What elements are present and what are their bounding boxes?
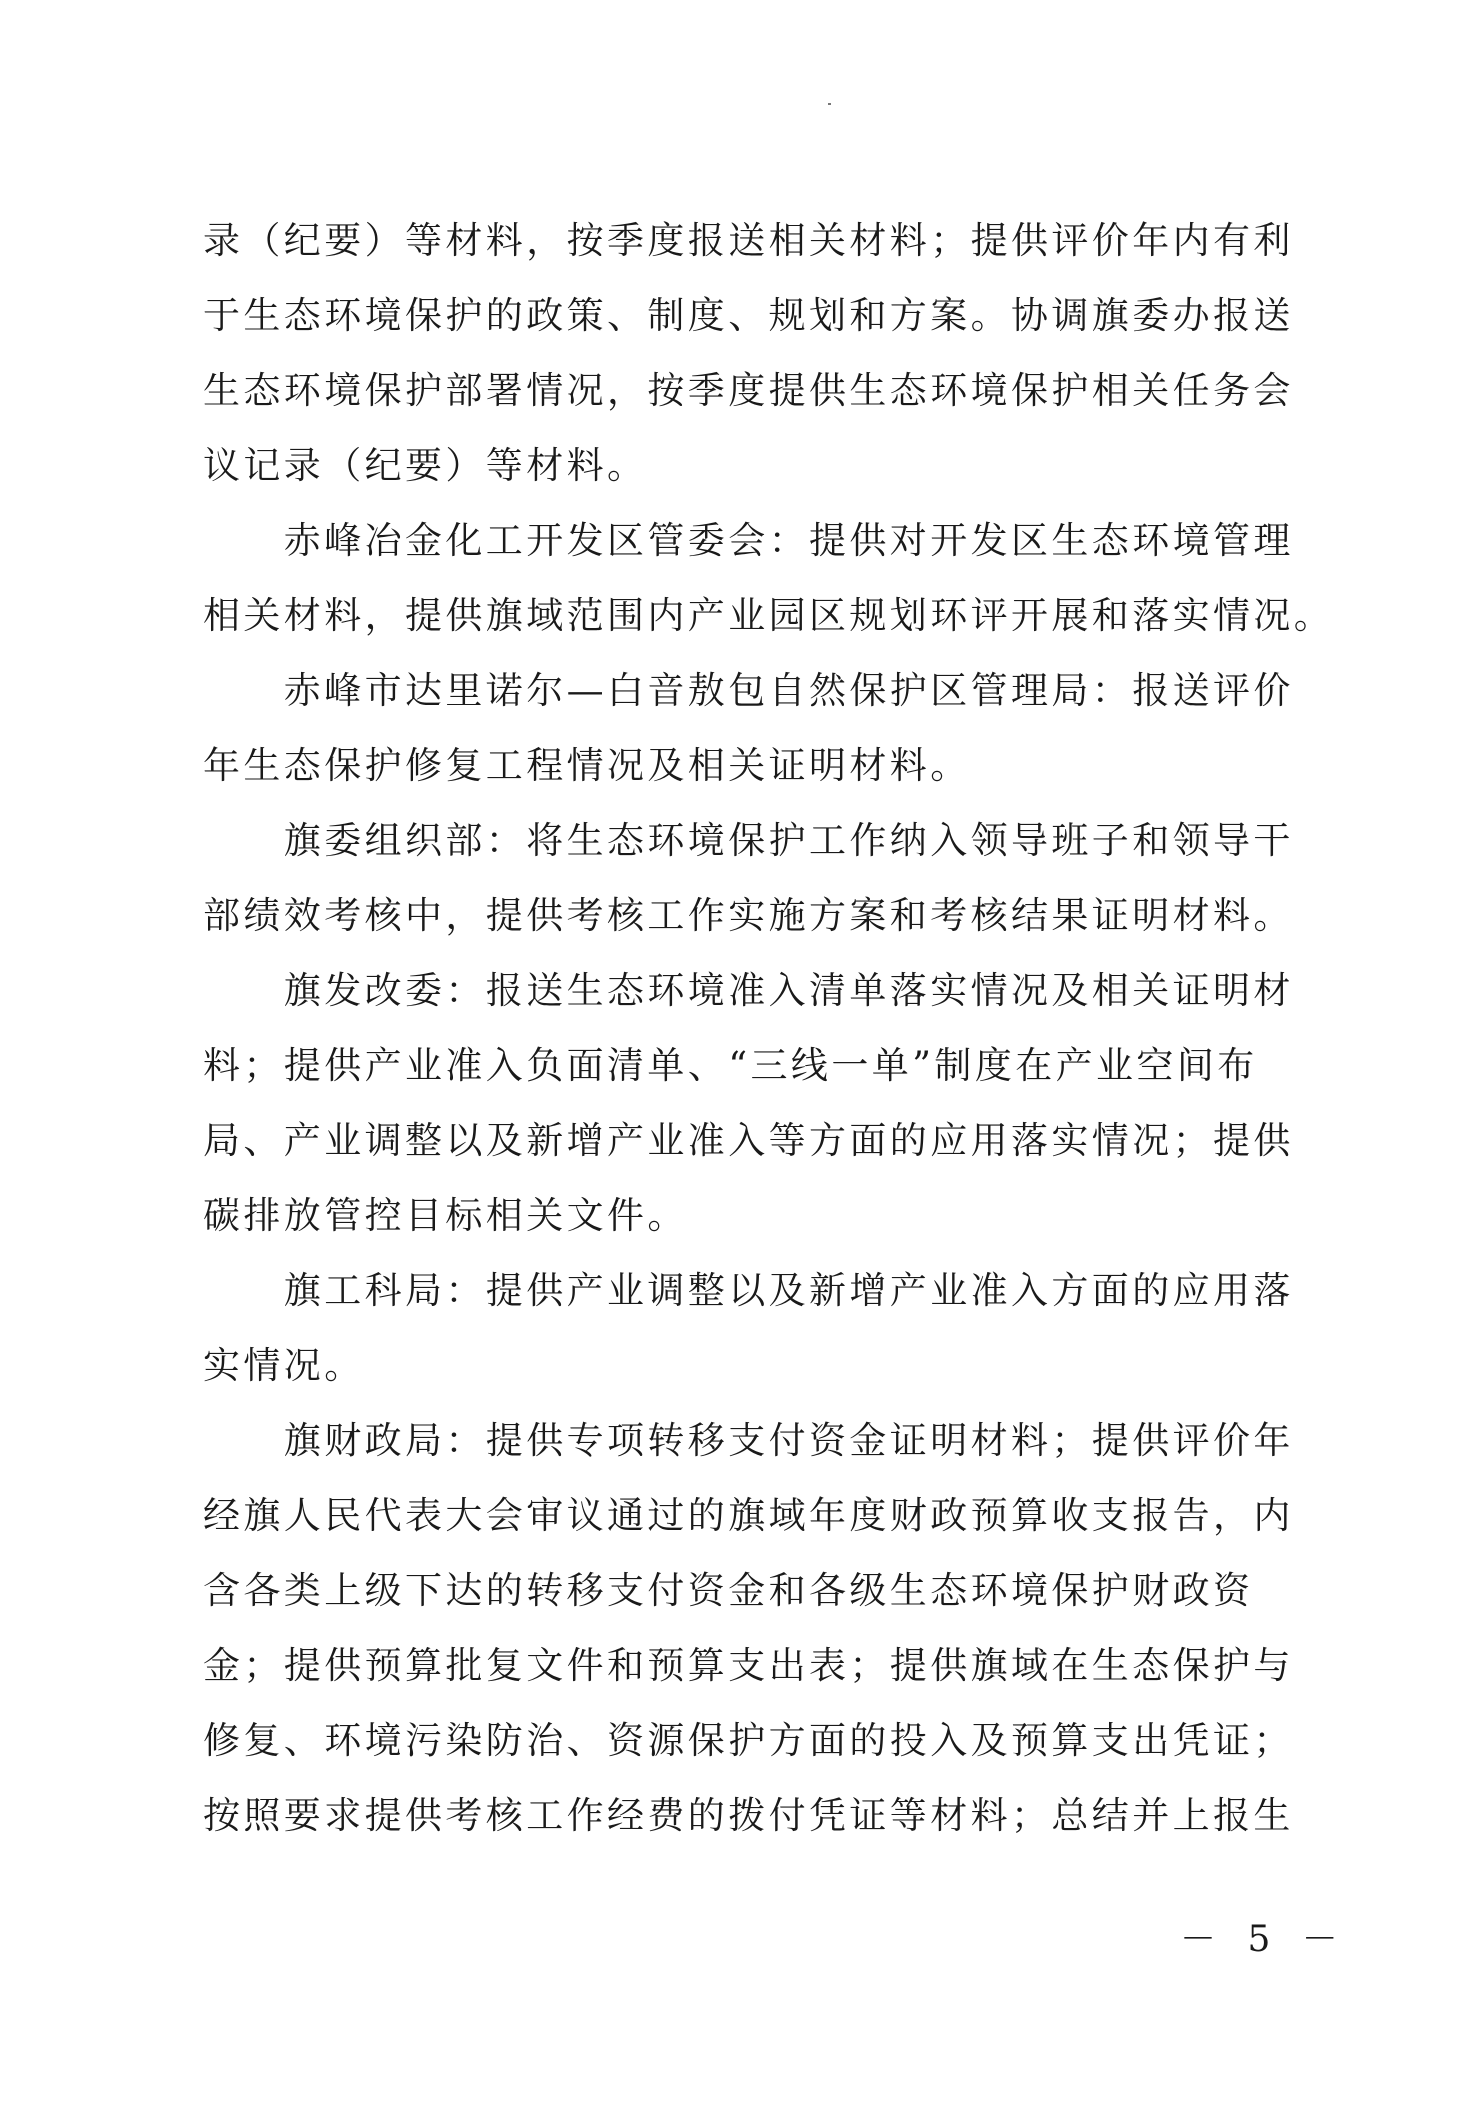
text-line: 年生态保护修复工程情况及相关证明材料。 bbox=[203, 744, 971, 787]
text-line: 实情况。 bbox=[203, 1344, 365, 1387]
text-line: 部绩效考核中，提供考核工作实施方案和考核结果证明材料。 bbox=[203, 894, 1294, 937]
text-line: 含各类上级下达的转移支付资金和各级生态环境保护财政资 bbox=[203, 1569, 1254, 1612]
text-line: 金；提供预算批复文件和预算支出表；提供旗域在生态保护与 bbox=[203, 1644, 1294, 1687]
text-line: 按照要求提供考核工作经费的拨付凭证等材料；总结并上报生 bbox=[203, 1794, 1294, 1837]
text-line: 旗发改委：报送生态环境准入清单落实情况及相关证明材 bbox=[203, 969, 1294, 1012]
text-line: 局、产业调整以及新增产业准入等方面的应用落实情况；提供 bbox=[203, 1119, 1294, 1162]
text-line: 旗委组织部：将生态环境保护工作纳入领导班子和领导干 bbox=[203, 819, 1294, 862]
text-line: 旗工科局：提供产业调整以及新增产业准入方面的应用落 bbox=[203, 1269, 1294, 1312]
text-line: 赤峰冶金化工开发区管委会：提供对开发区生态环境管理 bbox=[203, 519, 1294, 562]
text-line: 经旗人民代表大会审议通过的旗域年度财政预算收支报告，内 bbox=[203, 1494, 1294, 1537]
text-line: 料；提供产业准入负面清单、“三线一单”制度在产业空间布 bbox=[203, 1044, 1258, 1087]
text-line: 于生态环境保护的政策、制度、规划和方案。协调旗委办报送 bbox=[203, 294, 1294, 337]
text-line: 修复、环境污染防治、资源保护方面的投入及预算支出凭证； bbox=[203, 1719, 1294, 1762]
text-line: 录（纪要）等材料，按季度报送相关材料；提供评价年内有利 bbox=[203, 219, 1294, 262]
page-number: － 5 － bbox=[1180, 1919, 1348, 1960]
text-line: 赤峰市达里诺尔—白音敖包自然保护区管理局：报送评价 bbox=[203, 669, 1294, 712]
text-line: 议记录（纪要）等材料。 bbox=[203, 444, 648, 487]
text-line: 生态环境保护部署情况，按季度提供生态环境保护相关任务会 bbox=[203, 369, 1294, 412]
scan-speck bbox=[828, 103, 831, 105]
text-line: 相关材料，提供旗域范围内产业园区规划环评开展和落实情况。 bbox=[203, 594, 1335, 637]
text-line: 碳排放管控目标相关文件。 bbox=[203, 1194, 688, 1237]
text-line: 旗财政局：提供专项转移支付资金证明材料；提供评价年 bbox=[203, 1419, 1294, 1462]
